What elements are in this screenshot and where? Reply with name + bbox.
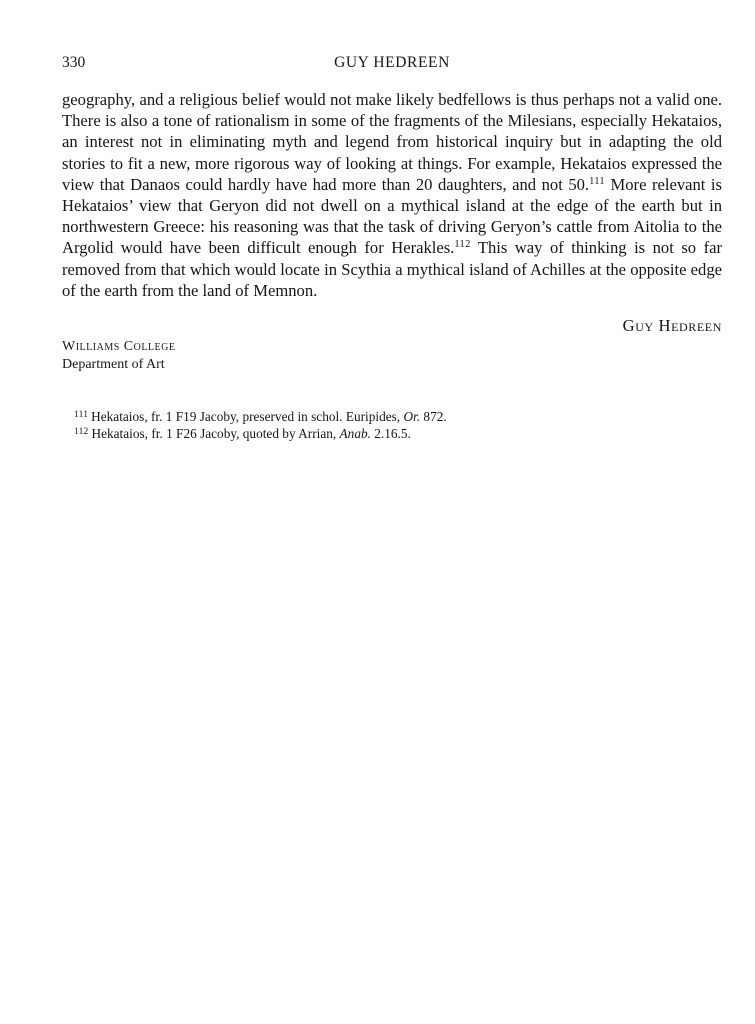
page	[62, 0, 722, 442]
body-text-segment: geography, and a religious belief would not make likely bedfellows is thus perhaps not a valid one. There is also a tone of rationalism in some of the fragments of the Milesians, especially Hekataios, an interest not in eliminating myth and legend from historical inquiry but in adapting the old stories to fit a new, more rigorous way of looking at things. For example, Hekataios expressed the view that Danaos could hardly have had more than 20 daughters, and not 50.	[62, 90, 722, 194]
running-title: GUY HEDREEN	[334, 54, 450, 71]
footnote-text: 2.16.5.	[370, 426, 411, 442]
footnote-number: 111	[74, 410, 89, 421]
footnote-citation-italic: Anab.	[339, 426, 371, 442]
body-paragraph	[62, 89, 722, 301]
footnote-text: Hekataios, fr. 1 F19 Jacoby, preserved in schol. Euripides,	[91, 409, 404, 425]
running-head	[62, 53, 722, 73]
footnote	[74, 425, 722, 442]
footnote-number: 112	[74, 427, 89, 438]
footnote-text: Hekataios, fr. 1 F26 Jacoby, quoted by Arrian,	[91, 426, 340, 442]
department-name: Department of Art	[62, 357, 165, 373]
footnotes	[62, 408, 722, 442]
footnote-reference[interactable]: 111	[589, 175, 605, 187]
footnote	[74, 408, 722, 425]
page-number: 330	[62, 54, 86, 71]
footnote-text: 872.	[420, 409, 447, 425]
institution-name: Williams College	[62, 339, 176, 355]
footnote-reference[interactable]: 112	[454, 239, 471, 251]
body-text-segment: This way of thinking is not so far removed from that which would locate in Scythia a mythical island of Achilles at the opposite edge of the earth from the land of Memnon.	[62, 238, 722, 300]
author-signature: Guy Hedreen	[622, 316, 722, 336]
footnote-citation-italic: Or.	[403, 409, 421, 425]
body-text-segment: More relevant is Hekataios’ view that Geryon did not dwell on a mythical island at the edge of the earth but in northwestern Greece: his reasoning was that the task of driving Geryon’s cattle from Aitolia to the Argolid would have been difficult enough for Herakles.	[62, 174, 722, 258]
author-affiliation	[62, 338, 722, 374]
